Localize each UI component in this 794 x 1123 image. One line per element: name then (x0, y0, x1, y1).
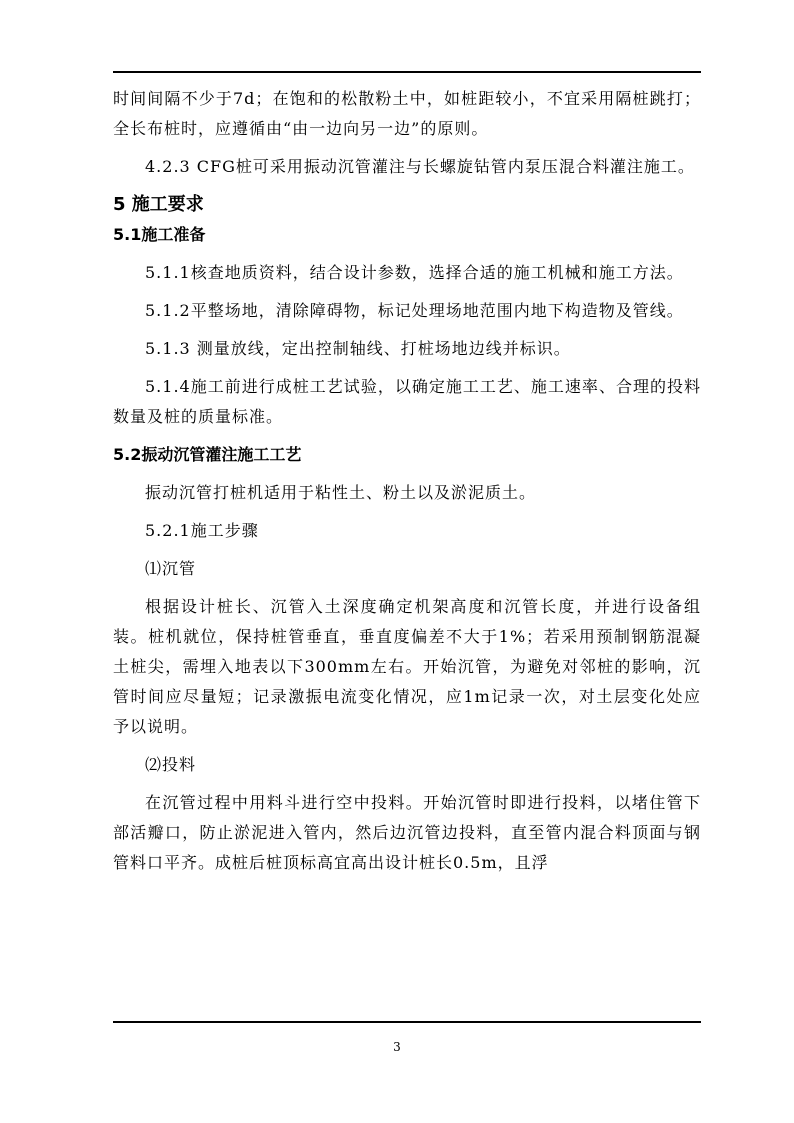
paragraph: 5.1.2平整场地，清除障碍物，标记处理场地范围内地下构造物及管线。 (145, 301, 684, 320)
paragraph: 根据设计桩长、沉管入土深度确定机架高度和沉管长度，并进行设备组装。桩机就位，保持桩管垂直，垂直度偏差不大于1%；若采用预制钢筋混凝土桩尖，需埋入地表以下300mm左右。开始沉管，为避免对邻桩的影响，沉管时间应尽量短；记录激振电流变化情况，应1m记录一次，对土层变化处应予以说明。 (113, 597, 701, 736)
subsection-heading: 5.1施工准备 (113, 225, 206, 244)
paragraph: 5.2.1施工步骤 (145, 521, 259, 540)
paragraph: 时间间隔不少于7d；在饱和的松散粉土中，如桩距较小，不宜采用隔桩跳打；全长布桩时，应遵循由“由一边向另一边”的原则。 (113, 89, 701, 138)
footer-rule (113, 1021, 701, 1023)
paragraph: 5.1.4施工前进行成桩工艺试验，以确定施工工艺、施工速率、合理的投料数量及桩的质量标准。 (113, 377, 701, 426)
paragraph: ⑴沉管 (145, 559, 197, 578)
section-heading: 5 施工要求 (113, 194, 204, 215)
paragraph: 5.1.3 测量放线，定出控制轴线、打桩场地边线并标识。 (145, 339, 571, 358)
paragraph: 5.1.1核查地质资料，结合设计参数，选择合适的施工机械和施工方法。 (145, 263, 684, 282)
subsection-heading: 5.2振动沉管灌注施工工艺 (113, 445, 302, 464)
paragraph: 4.2.3 CFG桩可采用振动沉管灌注与长螺旋钻管内泵压混合料灌注施工。 (145, 157, 695, 176)
page-content (113, 84, 701, 878)
paragraph: ⑵投料 (145, 755, 197, 774)
paragraph: 在沉管过程中用料斗进行空中投料。开始沉管时即进行投料，以堵住管下部活瓣口，防止淤泥进入管内，然后边沉管边投料，直至管内混合料顶面与钢管料口平齐。成桩后桩顶标高宜高出设计桩长0.5m，且浮 (113, 793, 701, 872)
header-rule (113, 71, 701, 73)
paragraph: 振动沉管打桩机适用于粘性土、粉土以及淤泥质土。 (145, 483, 537, 502)
page-number: 3 (393, 1040, 401, 1054)
